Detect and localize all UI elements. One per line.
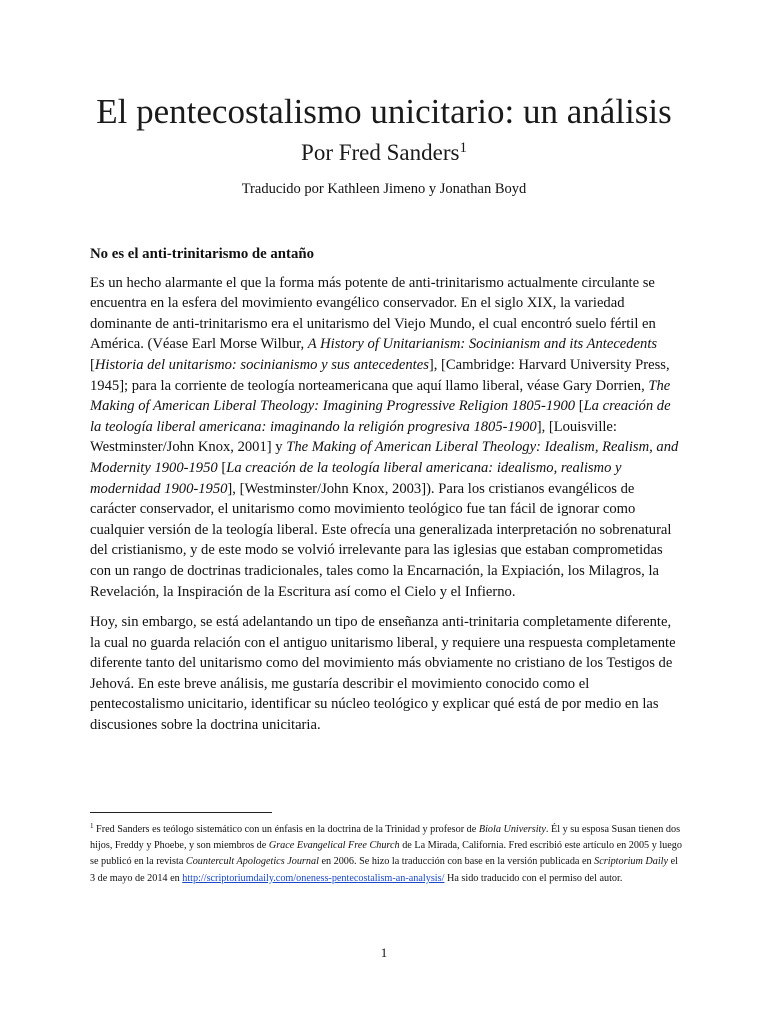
- footnote-reference[interactable]: 1: [459, 140, 467, 156]
- italic-book-title: The Making of American Liberal Theology: Idealism, Realism, and Modernity 1900-1950: [90, 439, 679, 476]
- text-run: en 2006. Se hizo la traducción con base en la versión publicada en: [318, 856, 595, 868]
- text-run: [: [575, 398, 584, 415]
- translator-credit: Traducido por Kathleen Jimeno y Jonathan Boyd: [241, 181, 527, 197]
- text-run: ], [Cambridge: Harvard University Press, 1945]; para la corriente de teología norteamericana que aquí llamo liberal, véase Gary Dorrien,: [90, 356, 670, 394]
- text-run: de La Mirada, California. Fred escribió este artículo en 2005 y luego se publicó en la revista: [90, 840, 682, 868]
- body-paragraph-1: [90, 273, 682, 603]
- text-run: . Él y su esposa Susan tienen dos hijos, Freddy y Phoebe, y son miembros de: [90, 824, 681, 852]
- text-run: ], [Westminster/John Knox, 2003]). Para los cristianos evangélicos de carácter conservador, el unitarismo como movimiento teológico fue tan fácil de ignorar como cualquier versión de la teología liberal. Este ofrecía una generalizada interpretación no sobrenatural del cristianismo, y de este modo se volvió irrelevante para las iglesias que estaban comprometidas con un rango de doctrinas tradicionales, tales como la Encarnación, la Expiación, los Milagros, la Revelación, la Inspiración de la Escritura así como el Cielo y el Infierno.: [90, 480, 672, 600]
- footnote-marker: 1: [90, 822, 94, 830]
- italic-book-title: The Making of American Liberal Theology: Imagining Progressive Religion 1805-1900: [90, 377, 671, 415]
- body-paragraph-2: Hoy, sin embargo, se está adelantando un tipo de enseñanza anti-trinitaria completamente diferente, la cual no guarda relación con el antiguo unitarismo liberal, y requiere una respuesta completamente diferente tanto del unitarismo como del movimiento más obviamente no cristiano de los Testigos de Jehová. En este breve análisis, me gustaría describir el movimiento conocido como el pentecostalismo unicitario, identificar su núcleo teológico y explicar qué está de por medio en las discusiones sobre la doctrina unicitaria.: [90, 614, 676, 734]
- section-heading: No es el anti-trinitarismo de antaño: [90, 246, 314, 262]
- page-number: 1: [380, 945, 388, 960]
- text-run: el 3 de mayo de 2014 en: [90, 856, 678, 884]
- italic-book-title: La creación de la teología liberal americana: idealismo, realismo y modernidad 1900-1950: [90, 459, 622, 497]
- author-byline: [0, 140, 768, 166]
- text-run: Fred Sanders es teólogo sistemático con un énfasis en la doctrina de la Trinidad y profesor de: [93, 824, 479, 835]
- source-link[interactable]: http://scriptoriumdaily.com/oneness-pentecostalism-an-analysis/: [182, 872, 445, 884]
- italic-book-title: Historia del unitarismo: socinianismo y sus antecedentes: [94, 356, 429, 373]
- footnote-separator: [90, 812, 272, 813]
- text-run: Ha sido traducido con el permiso del autor.: [444, 872, 623, 884]
- document-title: El pentecostalismo unicitario: un análisis: [96, 92, 672, 131]
- footnote: [90, 818, 682, 887]
- italic-name: Countercult Apologetics Journal: [185, 856, 319, 868]
- text-run: [: [217, 459, 227, 476]
- italic-name: Biola University: [478, 824, 546, 835]
- italic-book-title: La creación de la teología liberal americana: imaginando la religión progresiva 1805-1900: [90, 398, 671, 435]
- text-run: [: [90, 356, 95, 373]
- italic-name: Grace Evangelical Free Church: [268, 840, 400, 852]
- text-run: ], [Louisville: Westminster/John Knox, 2001] y: [90, 418, 617, 456]
- author-name: Por Fred Sanders: [301, 140, 460, 165]
- italic-book-title: A History of Unitarianism: Socinianism and its Antecedents: [307, 336, 658, 353]
- document-body: [90, 244, 682, 746]
- text-run: Es un hecho alarmante el que la forma más potente de anti-trinitarismo actualmente circulante se encuentra en la esfera del movimiento evangélico conservador. En el siglo XIX, la variedad dominante de anti-trinitarismo era el unitarismo del Viejo Mundo, el cual encontró suelo fértil en América. (Véase Earl Morse Wilbur,: [90, 274, 656, 353]
- italic-name: Scriptorium Daily: [594, 856, 669, 868]
